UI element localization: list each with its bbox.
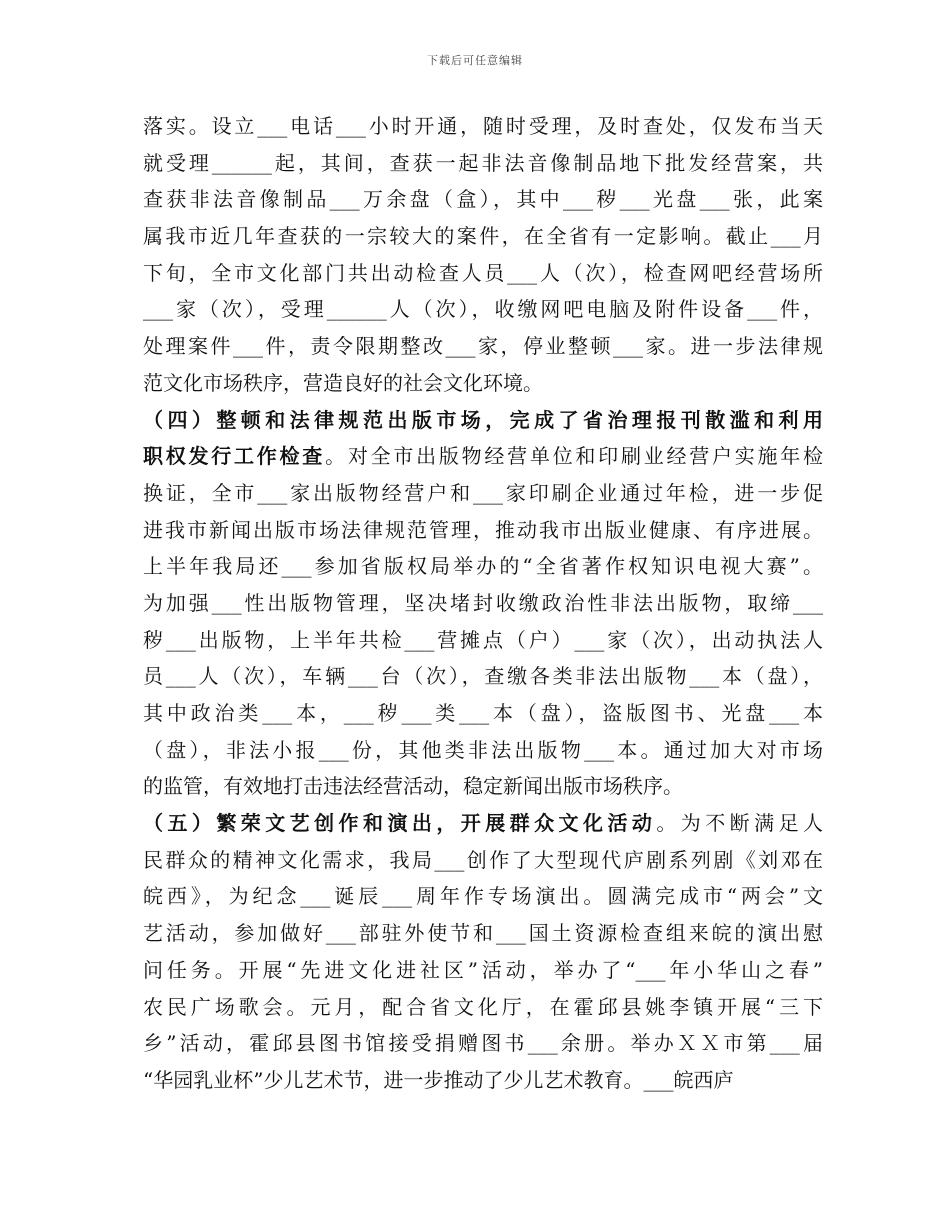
text-line — [143, 622, 823, 659]
text-line — [143, 952, 823, 989]
text-line — [143, 732, 823, 769]
text-run: 进我市新闻出版市场法律规范管理，推动我市出版业健康、有序进展。 — [143, 517, 823, 542]
text-line — [143, 108, 823, 145]
text-line — [143, 1062, 823, 1099]
paragraph — [143, 108, 823, 402]
text-line — [143, 181, 823, 218]
text-line — [143, 218, 823, 255]
text-run: 处理案件___件，责令限期整改___家，停业整顿___家。进一步法律规 — [143, 334, 823, 359]
text-line — [143, 878, 823, 915]
text-run: 就受理______起，其间，查获一起非法音像制品地下批发经营案，共 — [143, 150, 823, 175]
paragraph — [143, 805, 823, 1099]
text-line — [143, 585, 823, 622]
text-line — [143, 989, 823, 1026]
text-line — [143, 291, 823, 328]
bold-heading-run: 职权发行工作检查 — [143, 444, 326, 469]
text-line — [143, 512, 823, 549]
text-line — [143, 438, 823, 475]
text-line — [143, 145, 823, 182]
text-line — [143, 548, 823, 585]
bold-heading-run: （五）繁荣文艺创作和演出，开展群众文化活动 — [143, 811, 657, 836]
text-line — [143, 365, 823, 402]
text-line — [143, 658, 823, 695]
text-run: ___家（次），受理______人（次），收缴网吧电脑及附件设备___件， — [143, 297, 823, 322]
text-run: 的监管，有效地打击违法经营活动，稳定新闻出版市场秩序。 — [143, 774, 683, 799]
text-run: 民群众的精神文化需求，我局___创作了大型现代庐剧系列剧《刘邓在 — [143, 847, 823, 872]
bold-heading-run: （四）整顿和法律规范出版市场，完成了省治理报刊散滥和利用 — [143, 407, 823, 432]
text-run: 秽___出版物，上半年共检___营摊点（户）___家（次），出动执法人 — [143, 627, 823, 652]
text-run: 为加强___性出版物管理，坚决堵封收缴政治性非法出版物，取缔___ — [143, 590, 823, 615]
text-line — [143, 475, 823, 512]
document-body — [143, 108, 823, 1099]
text-run: 皖西》，为纪念___诞辰___周年作专场演出。圆满完成市“两会”文 — [143, 884, 823, 909]
text-run: 农民广场歌会。元月，配合省文化厅，在霍邱县姚李镇开展“三下 — [143, 994, 823, 1019]
text-run: 属我市近几年查获的一宗较大的案件，在全省有一定影响。截止___月 — [143, 224, 823, 249]
paragraph — [143, 402, 823, 806]
text-run: 乡”活动，霍邱县图书馆接受捐赠图书___余册。举办ＸＸ市第___届 — [143, 1031, 823, 1056]
text-run: 。对全市出版物经营单位和印刷业经营户实施年检 — [325, 444, 824, 469]
text-run: （盘），非法小报___份，其他类非法出版物___本。通过加大对市场 — [143, 737, 823, 762]
text-run: “华园乳业杯”少儿艺术节，进一步推动了少儿艺术教育。___皖西庐 — [143, 1067, 734, 1092]
text-run: 下旬，全市文化部门共出动检查人员___人（次），检查网吧经营场所 — [143, 260, 823, 285]
text-line — [143, 768, 823, 805]
text-line — [143, 842, 823, 879]
text-run: 落实。设立___电话___小时开通，随时受理，及时查处，仅发布当天 — [143, 114, 823, 138]
text-line — [143, 255, 823, 292]
text-line — [143, 402, 823, 439]
text-line — [143, 805, 823, 842]
text-run: 艺活动，参加做好___部驻外使节和___国土资源检查组来皖的演出慰 — [143, 921, 823, 946]
text-run: 范文化市场秩序，营造良好的社会文化环境。 — [143, 370, 543, 395]
page-header: 下载后可任意编辑 — [427, 54, 523, 67]
text-run: 员___人（次），车辆___台（次），查缴各类非法出版物___本（盘）， — [143, 664, 823, 689]
text-run: 上半年我局还___参加省版权局举办的“全省著作权知识电视大赛”。 — [143, 554, 823, 579]
text-line — [143, 915, 823, 952]
text-run: 。为不断满足人 — [656, 811, 824, 836]
text-run: 问任务。开展“先进文化进社区”活动，举办了“___年小华山之春” — [143, 957, 823, 982]
text-run: 查获非法音像制品___万余盘（盒），其中___秽___光盘___张，此案 — [143, 187, 823, 212]
text-run: 其中政治类___本，___秽___类___本（盘），盗版图书、光盘___本 — [143, 701, 823, 725]
text-line — [143, 328, 823, 365]
text-line — [143, 695, 823, 732]
text-line — [143, 1025, 823, 1062]
text-run: 换证，全市___家出版物经营户和___家印刷企业通过年检，进一步促 — [143, 480, 823, 505]
